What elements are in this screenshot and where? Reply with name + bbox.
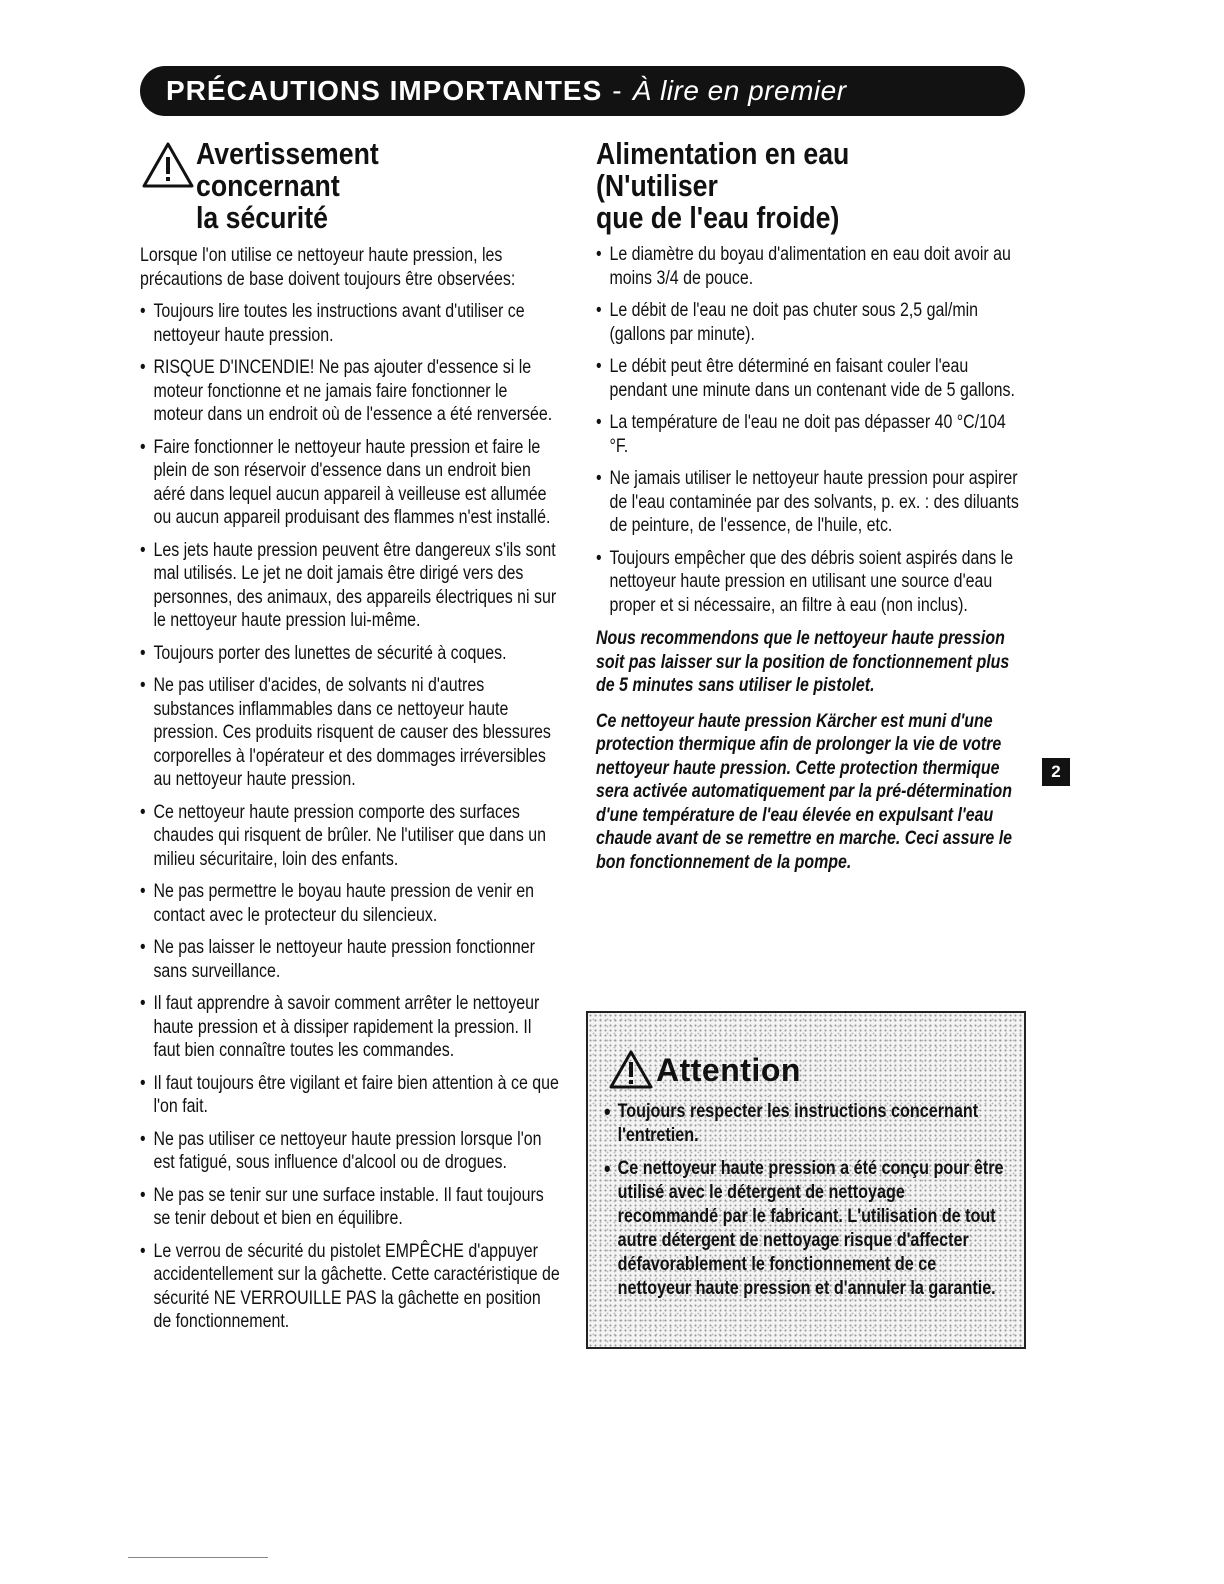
safety-heading bbox=[140, 138, 560, 234]
list-item: • Ne pas permettre le boyau haute pression de venir en contact avec le protecteur du silencieux. bbox=[140, 880, 560, 927]
safety-heading-line1: Avertissement concernant bbox=[196, 136, 379, 203]
attention-triangle-icon bbox=[608, 1049, 654, 1091]
list-item: • Faire fonctionner le nettoyeur haute pression et faire le plein de son réservoir d'essence dans un endroit bien aéré dans lequel aucun appareil à veilleuse est allumée ou aucun appareil produisant des flammes n'est installé. bbox=[140, 436, 560, 530]
attention-list bbox=[604, 1100, 1004, 1301]
list-item: • Ce nettoyeur haute pression comporte des surfaces chaudes qui risquent de brûler. Ne l'utiliser que dans un milieu sécuritaire, loin des enfants. bbox=[140, 801, 560, 872]
list-item: • Toujours lire toutes les instructions avant d'utiliser ce nettoyeur haute pression. bbox=[140, 300, 560, 347]
page-header-banner bbox=[140, 66, 1025, 116]
banner-separator: - bbox=[612, 75, 623, 106]
safety-heading-line2: la sécurité bbox=[196, 200, 328, 235]
list-item: • Ne pas se tenir sur une surface instable. Il faut toujours se tenir debout et bien en équilibre. bbox=[140, 1184, 560, 1231]
attention-title bbox=[608, 1049, 1008, 1091]
list-item: • Ne pas utiliser ce nettoyeur haute pression lorsque l'on est fatigué, sous influence d'alcool ou de drogues. bbox=[140, 1128, 560, 1175]
list-item: • Toujours empêcher que des débris soient aspirés dans le nettoyeur haute pression en utilisant une source d'eau proper et si nécessaire, an filtre à eau (non inclus). bbox=[596, 547, 1024, 618]
warning-triangle-icon bbox=[140, 140, 196, 192]
list-item: • Ne pas laisser le nettoyeur haute pression fonctionner sans surveillance. bbox=[140, 936, 560, 983]
water-supply-column bbox=[596, 138, 1026, 874]
list-item: • Toujours respecter les instructions concernant l'entretien. bbox=[604, 1100, 1004, 1148]
footer-divider bbox=[128, 1557, 268, 1558]
list-item: • La température de l'eau ne doit pas dépasser 40 °C/104 °F. bbox=[596, 411, 1024, 458]
banner-subtitle: À lire en premier bbox=[632, 75, 847, 106]
list-item: • RISQUE D'INCENDIE! Ne pas ajouter d'essence si le moteur fonctionne et ne jamais faire fonctionner le moteur dans un endroit où de l'essence a été renversée. bbox=[140, 356, 560, 427]
list-item: • Il faut toujours être vigilant et faire bien attention à ce que l'on fait. bbox=[140, 1072, 560, 1119]
attention-box bbox=[586, 1011, 1026, 1349]
attention-title-text: Attention bbox=[656, 1051, 801, 1088]
list-item: • Le débit de l'eau ne doit pas chuter sous 2,5 gal/min (gallons par minute). bbox=[596, 299, 1024, 346]
page-number-badge: 2 bbox=[1042, 758, 1070, 786]
water-supply-heading bbox=[596, 138, 966, 234]
list-item: • Le débit peut être déterminé en faisant couler l'eau pendant une minute dans un contenant vide de 5 gallons. bbox=[596, 355, 1024, 402]
list-item: • Le verrou de sécurité du pistolet EMPÊCHE d'appuyer accidentellement sur la gâchette. Cette caractéristique de sécurité NE VERROUILLE PAS la gâchette en position de fonctionnement. bbox=[140, 1240, 560, 1334]
water-heading-line1: Alimentation en eau (N'utiliser bbox=[596, 136, 850, 203]
thermal-protection-note: Ce nettoyeur haute pression Kärcher est muni d'une protection thermique afin de prolonger la vie de votre nettoyeur haute pression. Cette protection thermique sera activée automatiquement par la pré-détermination d'une température de l'eau élevée en expulsant l'eau chaude avant de se remettre en marche. Ceci assure le bon fonctionnement de la pompe. bbox=[596, 710, 1013, 873]
list-item: • Les jets haute pression peuvent être dangereux s'ils sont mal utilisés. Le jet ne doit jamais être dirigé vers des personnes, des animaux, des appareils électriques ni sur le nettoyeur haute pression lui-même. bbox=[140, 539, 560, 633]
safety-warning-column bbox=[140, 138, 560, 1334]
recommendation-note: Nous recommendons que le nettoyeur haute pression soit pas laisser sur la position de fonctionnement plus de 5 minutes sans utiliser le pistolet. bbox=[596, 628, 1010, 696]
list-item: • Toujours porter des lunettes de sécurité à coques. bbox=[140, 642, 560, 666]
water-heading-line2: que de l'eau froide) bbox=[596, 200, 840, 235]
list-item: • Le diamètre du boyau d'alimentation en eau doit avoir au moins 3/4 de pouce. bbox=[596, 243, 1024, 290]
banner-title: PRÉCAUTIONS IMPORTANTES bbox=[166, 75, 603, 106]
safety-list bbox=[140, 300, 560, 1334]
list-item: • Ne pas utiliser d'acides, de solvants ni d'autres substances inflammables dans ce nettoyeur haute pression. Ces produits risquent de causer des blessures corporelles à l'opérateur et des dommages irréversibles au nettoyeur haute pression. bbox=[140, 674, 560, 792]
water-supply-list bbox=[596, 243, 1024, 617]
safety-intro: Lorsque l'on utilise ce nettoyeur haute pression, les précautions de base doivent toujours être observées: bbox=[140, 245, 516, 290]
list-item: • Il faut apprendre à savoir comment arrêter le nettoyeur haute pression et à dissiper rapidement la pression. Il faut bien connaître toutes les commandes. bbox=[140, 992, 560, 1063]
list-item: • Ce nettoyeur haute pression a été conçu pour être utilisé avec le détergent de nettoyage recommandé par le fabricant. L'utilisation de tout autre détergent de nettoyage risque d'affecter défavorablement le fonctionnement de ce nettoyeur haute pression et d'annuler la garantie. bbox=[604, 1157, 1004, 1301]
safety-heading-text bbox=[196, 138, 509, 234]
list-item: • Ne jamais utiliser le nettoyeur haute pression pour aspirer de l'eau contaminée par des solvants, p. ex. : des diluants de peinture, de l'essence, de l'huile, etc. bbox=[596, 467, 1024, 538]
